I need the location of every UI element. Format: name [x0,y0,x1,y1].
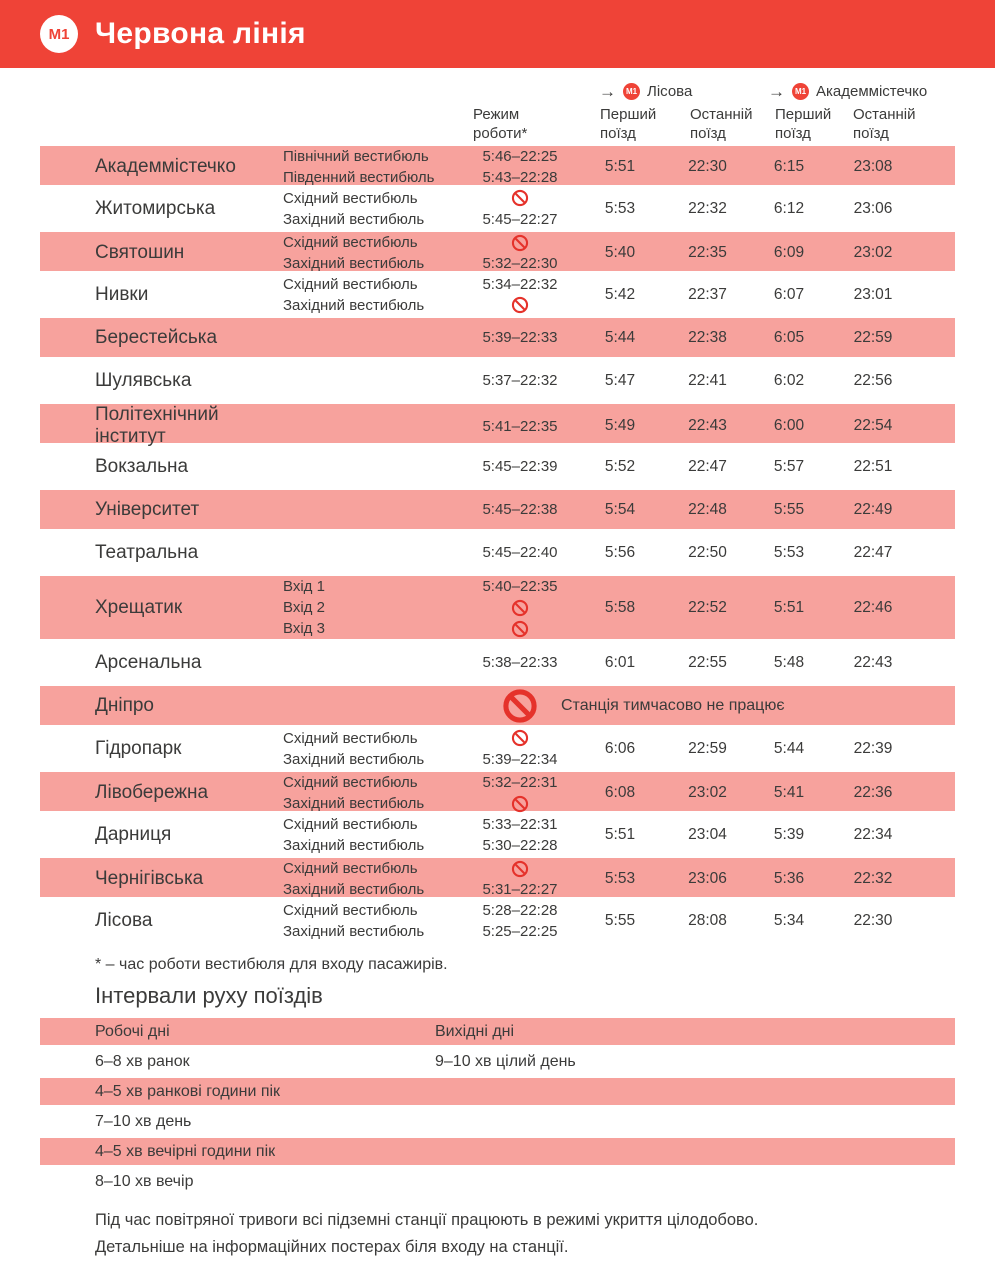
station-row [40,727,955,770]
entrance-label: Східний вестибюль [283,729,418,747]
entrance-label: Західний вестибюль [283,296,425,314]
station-name: Хрещатик [95,596,183,618]
last-train-time: 22:56 [853,371,893,389]
entrance-hours [465,296,575,314]
interval-weekdays-cell: 8–10 хв вечір [95,1172,194,1190]
last-train-time: 23:06 [853,199,893,217]
station-row [40,316,955,359]
first-train-time: 6:00 [773,417,805,434]
entrance-line [283,814,575,835]
entrance-hours-block [283,900,575,942]
entrance-hours-block [283,576,575,639]
entrance-hours: 5:39–22:34 [482,750,558,768]
last-train-time: 22:30 [688,158,727,175]
entrance-label: Східний вестибюль [283,774,418,791]
entrance-hours: 5:32–22:30 [482,255,558,272]
station-hours [465,688,575,724]
last-train-time: 22:38 [688,328,727,346]
page-title: Червона лінія [95,17,306,50]
last-train-time: 22:50 [688,543,727,561]
no-entry-icon [511,296,529,314]
last-train-time: 23:06 [688,870,727,887]
entrance-line [283,232,575,253]
entrance-line [283,167,575,188]
last-train-header: Останній поїзд [853,106,916,142]
entrance-hours-block [283,542,575,563]
first-train-time: 6:02 [773,371,805,389]
m1-badge-label: M1 [625,86,638,96]
entrance-line [283,900,575,921]
station-hours: 5:45–22:38 [482,501,558,518]
entrance-hours-block [283,814,575,856]
entrance-line [283,618,575,639]
first-train-time: 5:52 [604,457,636,475]
entrance-hours [465,234,575,252]
entrance-line [283,146,575,167]
first-train-time: 6:05 [773,328,805,346]
entrance-hours: 5:43–22:28 [482,169,558,186]
entrance-line [283,793,575,814]
intervals-title: Інтервали руху поїздів [95,983,323,1008]
entrance-line [283,253,575,274]
direction-lisova [575,83,750,100]
station-name: Святошин [95,242,185,263]
interval-row [40,1018,955,1045]
page-header [0,0,995,68]
station-row [40,856,955,899]
entrance-hours: 5:33–22:31 [482,815,558,833]
first-train-time: 6:01 [604,653,636,671]
last-train-time: 22:59 [853,328,893,346]
first-train-time: 5:42 [604,285,636,303]
entrance-hours-block [283,772,575,814]
interval-row [40,1138,955,1165]
last-train-time: 22:43 [853,653,893,671]
station-row [40,445,955,488]
station-row [40,574,955,641]
station-name: Чернігівська [95,868,204,889]
m1-line-badge-icon [40,15,78,53]
station-name: Берестейська [95,326,218,348]
entrance-hours-block [283,274,575,316]
interval-weekdays-cell: 6–8 хв ранок [95,1052,190,1070]
entrance-hours: 5:45–22:27 [482,210,558,228]
entrance-label: Західний вестибюль [283,836,425,854]
entrance-label: Східний вестибюль [283,189,418,207]
no-entry-icon [511,620,529,638]
entrance-hours [465,729,575,747]
entrance-line [283,188,575,209]
no-entry-icon [511,729,529,747]
interval-weekdays-cell: 4–5 хв ранкові години пік [95,1082,281,1100]
mode-line [283,652,575,673]
first-train-time: 5:41 [773,784,805,801]
entrance-label: Вхід 1 [283,578,325,595]
entrance-label: Східний вестибюль [283,815,418,833]
entrance-hours-block [283,370,575,391]
interval-row [40,1108,955,1135]
entrance-hours-block [283,695,575,716]
last-train-time: 22:47 [853,543,893,561]
entrance-label: Західний вестибюль [283,210,425,228]
entrance-line [283,728,575,749]
direction-header-row [40,80,955,102]
last-train-time: 23:02 [688,784,727,801]
last-train-time: 22:35 [688,244,727,261]
station-row [40,531,955,574]
station-row [40,770,955,813]
entrance-label: Західний вестибюль [283,922,425,940]
first-train-time: 5:55 [773,500,805,518]
mode-column-header [465,105,575,143]
first-train-time: 6:08 [604,784,636,801]
last-train-time: 23:01 [853,285,893,303]
m1-line-badge-icon [623,83,640,100]
entrance-hours [465,620,575,638]
last-train-time: 22:32 [688,199,727,217]
first-train-time: 5:58 [604,598,636,616]
m1-badge-label: M1 [48,25,70,43]
interval-weekdays-cell: Робочі дні [95,1022,170,1040]
entrance-line [283,597,575,618]
first-train-time: 5:36 [773,870,805,887]
interval-weekdays-cell: 7–10 хв день [95,1112,192,1130]
first-train-time: 5:53 [604,870,636,887]
station-hours: 5:38–22:33 [482,654,558,671]
station-hours: 5:37–22:32 [482,372,558,389]
last-train-header: Останній поїзд [690,106,753,142]
m1-line-badge-icon [792,83,809,100]
first-train-time: 5:57 [773,457,805,475]
last-train-time: 22:41 [688,371,727,389]
entrance-hours-block [283,456,575,477]
first-train-time: 6:07 [773,285,805,303]
first-train-header: Перший поїзд [600,106,657,142]
first-train-time: 6:15 [773,158,805,175]
arrow-right-icon: → [768,81,785,101]
entrance-hours [465,860,575,878]
alert-note-line: Під час повітряної тривоги всі підземні станції працюють в режимі укриття цілодобово. [95,1211,759,1229]
entrance-hours: 5:46–22:25 [482,148,558,165]
entrance-label: Північний вестибюль [283,148,429,165]
entrance-hours-block [283,146,575,188]
station-name: Вокзальна [95,455,189,477]
last-train-time: 22:55 [688,653,727,671]
last-train-time: 22:43 [688,417,727,434]
station-closed-note: Станція тимчасово не працює [561,696,785,714]
entrance-line [283,921,575,942]
station-name: Театральна [95,541,199,563]
entrance-hours-block [283,232,575,274]
entrance-hours: 5:31–22:27 [482,881,558,898]
m1-badge-label: M1 [794,86,807,96]
station-row [40,273,955,316]
station-name: Арсенальна [95,651,202,673]
entrance-label: Східний вестибюль [283,901,418,919]
direction-label: Лісова [647,82,693,100]
last-train-time: 22:59 [688,739,727,757]
first-train-time: 5:44 [604,328,636,346]
direction-akademmistechko [750,83,955,100]
entrance-label: Південний вестибюль [283,169,435,186]
first-train-time: 5:53 [773,543,805,561]
no-entry-icon [511,860,529,878]
mode-line [283,456,575,477]
station-name: Дніпро [95,694,155,716]
last-train-time: 22:51 [853,457,893,475]
intervals-table [0,1018,995,1195]
station-row [40,402,955,445]
entrance-line [283,749,575,770]
first-train-time: 5:54 [604,500,636,518]
entrance-line [283,772,575,793]
last-train-time: 22:47 [688,457,727,475]
no-entry-icon [511,599,529,617]
entrance-line [283,295,575,316]
mode-header-line1: Режим [473,106,520,123]
station-name: Дарниця [95,823,172,845]
first-train-time: 5:39 [773,825,805,843]
stations-table [0,144,995,942]
interval-weekdays-cell: 4–5 хв вечірні години пік [95,1142,276,1160]
station-name: Лісова [95,909,153,931]
no-entry-icon [511,189,529,207]
interval-weekend-cell: 9–10 хв цілий день [435,1052,576,1070]
entrance-line [283,576,575,597]
entrance-hours-block [283,652,575,673]
entrance-hours: 5:30–22:28 [482,836,558,854]
first-train-time: 6:09 [773,244,805,261]
last-train-time: 23:02 [853,244,893,261]
interval-weekend-cell: Вихідні дні [435,1022,515,1040]
interval-row [40,1078,955,1105]
entrance-label: Західний вестибюль [283,881,425,898]
no-entry-icon [502,688,538,724]
first-train-time: 5:53 [604,199,636,217]
entrance-label: Східний вестибюль [283,234,418,251]
last-train-time: 22:36 [853,784,893,801]
last-train-time: 22:46 [853,598,893,616]
first-train-time: 5:48 [773,653,805,671]
entrance-line [283,858,575,879]
last-train-time: 28:08 [688,911,727,929]
entrance-hours: 5:40–22:35 [482,578,558,595]
mode-line [283,416,575,437]
entrance-hours-block [283,858,575,900]
no-entry-icon [511,234,529,252]
last-train-time: 23:04 [688,825,727,843]
entrance-hours-block [283,499,575,520]
alert-notes [95,1207,995,1261]
no-entry-icon [511,795,529,813]
station-name: Академмістечко [95,156,236,177]
sub-header-row [40,102,955,144]
entrance-hours-block [283,188,575,230]
entrance-hours: 5:32–22:31 [482,774,558,791]
interval-row [40,1168,955,1195]
mode-line [283,370,575,391]
last-train-time: 22:39 [853,739,893,757]
station-hours: 5:45–22:39 [482,458,558,475]
last-train-time: 22:49 [853,500,893,518]
station-row [40,359,955,402]
entrance-hours [465,795,575,813]
last-train-time: 22:30 [853,911,893,929]
first-train-time: 5:51 [773,598,805,616]
station-name: Шулявська [95,369,192,391]
last-train-time: 22:48 [688,500,727,518]
entrance-hours: 5:28–22:28 [482,901,558,919]
first-train-time: 5:51 [604,825,636,843]
first-train-time: 6:12 [773,199,805,217]
mode-line [283,327,575,348]
entrance-label: Вхід 2 [283,599,325,616]
entrance-hours-block [283,728,575,770]
station-name: Гідропарк [95,737,182,759]
entrance-line [283,209,575,230]
first-train-time: 5:34 [773,911,805,929]
mode-line [283,542,575,563]
first-train-time: 5:51 [604,158,636,175]
station-name: Нивки [95,283,149,305]
last-train-time: 22:34 [853,825,893,843]
last-train-time: 22:52 [688,598,727,616]
first-train-time: 5:47 [604,371,636,389]
station-row [40,684,955,727]
last-train-time: 23:08 [853,158,893,175]
entrance-line [283,879,575,900]
station-name: Житомирська [95,197,216,219]
station-name: Лівобережна [95,782,209,803]
mode-header-line2: роботи* [473,125,528,142]
arrow-right-icon: → [599,81,616,101]
first-train-time: 5:56 [604,543,636,561]
station-name: Політехнічний інститут [95,404,219,447]
first-train-time: 5:44 [773,739,805,757]
first-train-header: Перший поїзд [775,106,832,142]
entrance-label: Західний вестибюль [283,795,425,812]
direction-label: Академмістечко [816,82,928,100]
first-train-time: 6:06 [604,739,636,757]
first-train-time: 5:55 [604,911,636,929]
alert-note-line: Детальніше на інформаційних постерах біля входу на станції. [95,1238,569,1256]
entrance-label: Вхід 3 [283,620,325,637]
entrance-label: Східний вестибюль [283,860,418,877]
table-column-headers [0,68,995,144]
interval-row [40,1048,955,1075]
entrance-hours: 5:34–22:32 [482,275,558,293]
station-row [40,641,955,684]
first-train-time: 5:40 [604,244,636,261]
station-row [40,144,955,187]
station-row [40,488,955,531]
entrance-line [283,835,575,856]
station-row [40,187,955,230]
entrance-label: Західний вестибюль [283,255,425,272]
entrance-hours: 5:25–22:25 [482,922,558,940]
last-train-time: 22:37 [688,285,727,303]
entrance-label: Західний вестибюль [283,750,425,768]
last-train-time: 22:54 [853,417,893,434]
entrance-hours-block [283,416,575,437]
entrance-hours-block [283,327,575,348]
entrance-line [283,274,575,295]
mode-line [283,695,575,716]
station-hours: 5:39–22:33 [482,329,558,346]
station-row [40,813,955,856]
station-row [40,230,955,273]
entrance-hours [465,189,575,207]
first-train-time: 5:49 [604,417,636,434]
mode-line [283,499,575,520]
station-name: Університет [95,498,200,520]
station-hours: 5:41–22:35 [482,417,558,435]
station-row [40,899,955,942]
last-train-time: 22:32 [853,870,893,887]
entrance-hours [465,599,575,617]
station-hours: 5:45–22:40 [482,544,558,561]
entrance-label: Східний вестибюль [283,275,418,293]
footnote: * – час роботи вестибюля для входу пасажирів. [95,956,448,973]
